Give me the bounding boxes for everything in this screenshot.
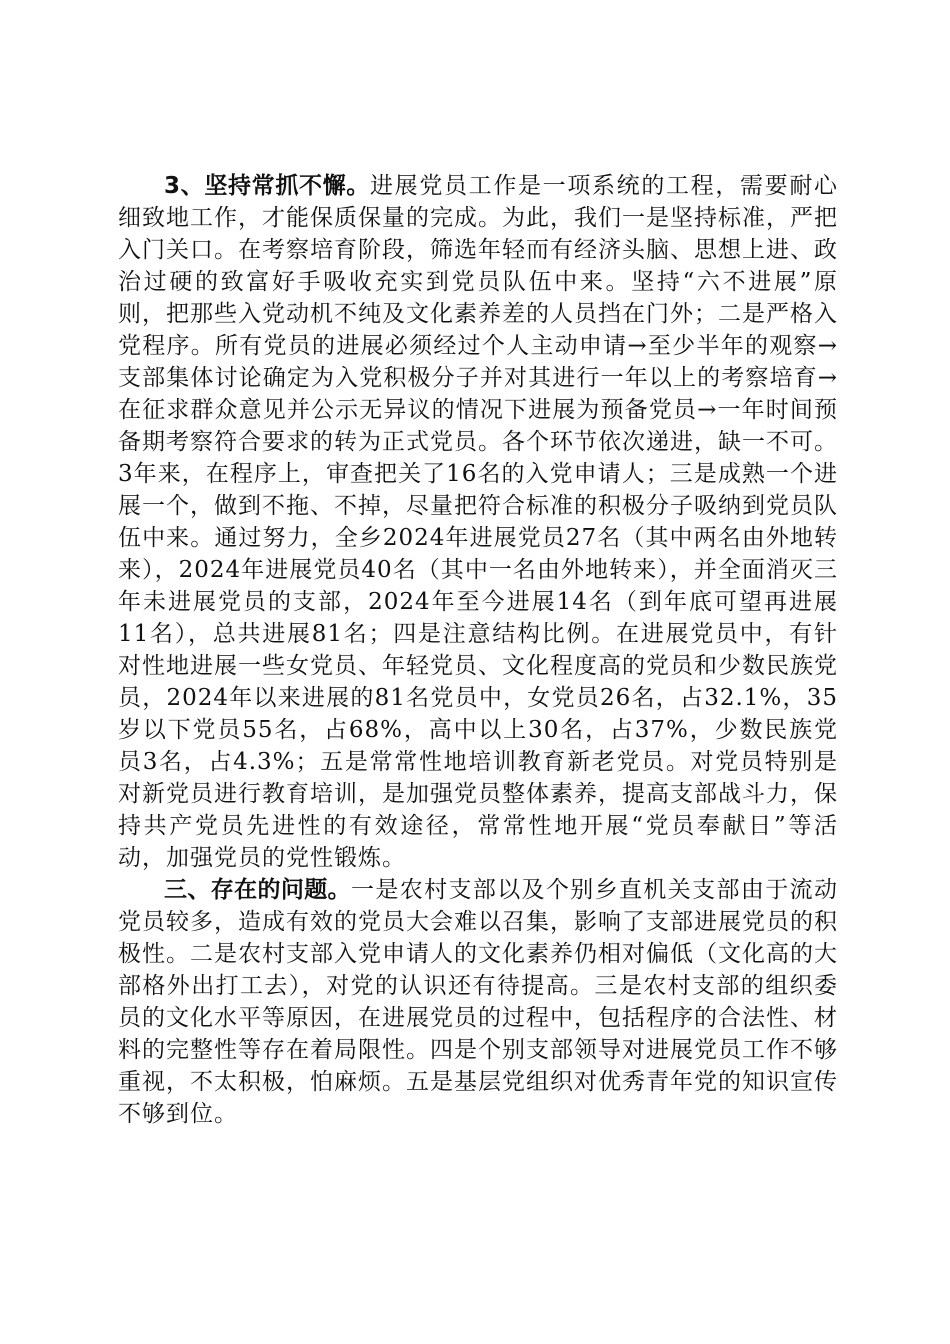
paragraph-persistence [118,170,838,874]
paragraph-heading: 三、存在的问题。 [164,877,351,903]
paragraph-text: 进展党员工作是一项系统的工程，需要耐心细致地工作，才能保质保量的完成。为此，我们一是坚持标准，严把入门关口。在考察培育阶段，筛选年轻而有经济头脑、思想上进、政治过硬的致富好手吸收充实到党员队伍中来。坚持“六不进展”原则，把那些入党动机不纯及文化素养差的人员挡在门外；二是严格入党程序。所有党员的进展必须经过个人主动申请→至少半年的观察→支部集体讨论确定为入党积极分子并对其进行一年以上的考察培育→在征求群众意见并公示无异议的情况下进展为预备党员→一年时间预备期考察符合要求的转为正式党员。各个环节依次递进，缺一不可。3年来，在程序上，审查把关了16名的入党申请人；三是成熟一个进展一个，做到不拖、不掉，尽量把符合标准的积极分子吸纳到党员队伍中来。通过努力，全乡2024年进展党员27名（其中两名由外地转来），2024年进展党员40名（其中一名由外地转来），并全面消灭三年未进展党员的支部，2024年至今进展14名（到年底可望再进展11名），总共进展81名；四是注意结构比例。在进展党员中，有针对性地进展一些女党员、年轻党员、文化程度高的党员和少数民族党员，2024年以来进展的81名党员中，女党员26名，占32.1%，35岁以下党员55名，占68%，高中以上30名，占37%，少数民族党员3名，占4.3%；五是常常性地培训教育新老党员。对党员特别是对新党员进行教育培训，是加强党员整体素养，提高支部战斗力，保持共产党员先进性的有效途径，常常性地开展“党员奉献日”等活动，加强党员的党性锻炼。 [118,173,838,871]
paragraph-heading: 3、坚持常抓不懈。 [164,173,370,199]
document-body [118,170,838,1130]
paragraph-text: 一是农村支部以及个别乡直机关支部由于流动党员较多，造成有效的党员大会难以召集，影响了支部进展党员的积极性。二是农村支部入党申请人的文化素养仍相对偏低（文化高的大部格外出打工去），对党的认识还有待提高。三是农村支部的组织委员的文化水平等原因，在进展党员的过程中，包括程序的合法性、材料的完整性等存在着局限性。四是个别支部领导对进展党员工作不够重视，不太积极，怕麻烦。五是基层党组织对优秀青年党的知识宣传不够到位。 [118,877,839,1127]
paragraph-problems [118,874,838,1130]
